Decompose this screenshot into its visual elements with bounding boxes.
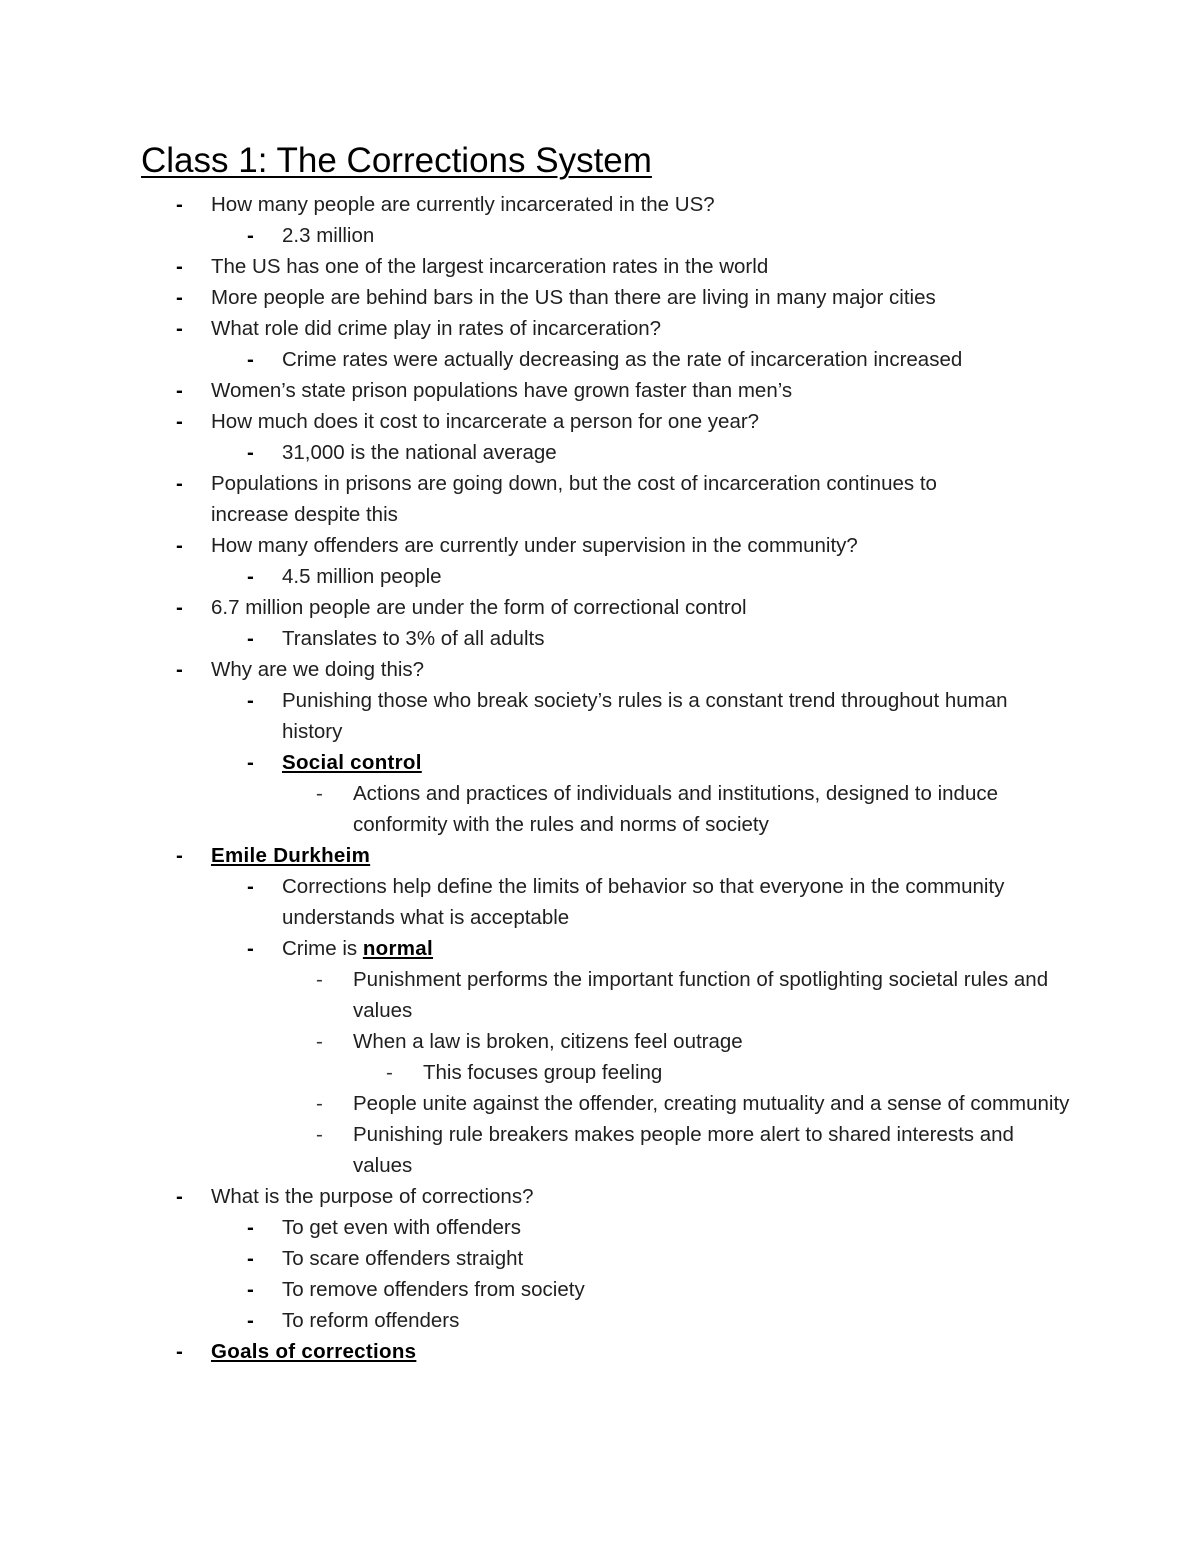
bullet: - bbox=[247, 1278, 254, 1301]
item-text: When a law is broken, citizens feel outrage bbox=[353, 1030, 743, 1053]
emphasized-term: Goals of corrections bbox=[211, 1340, 417, 1363]
bullet: - bbox=[316, 1030, 323, 1053]
list-item bbox=[0, 1212, 1062, 1243]
notes-outline bbox=[0, 189, 1200, 1367]
bullet: - bbox=[316, 782, 323, 805]
list-item bbox=[0, 1088, 1073, 1119]
item-text: To get even with offenders bbox=[282, 1216, 521, 1239]
list-item bbox=[0, 530, 991, 561]
list-item bbox=[0, 1057, 1073, 1088]
bullet: - bbox=[247, 1216, 254, 1239]
bullet: - bbox=[247, 1247, 254, 1270]
bullet: - bbox=[176, 1185, 183, 1208]
item-text: Translates to 3% of all adults bbox=[282, 627, 545, 650]
list-item bbox=[0, 189, 991, 220]
item-text: 31,000 is the national average bbox=[282, 441, 557, 464]
bullet: - bbox=[176, 844, 183, 867]
list-item bbox=[0, 313, 991, 344]
list-item bbox=[0, 468, 991, 530]
item-text: Corrections help define the limits of behavior so that everyone in the community understands what is acceptable bbox=[282, 875, 1005, 929]
item-text: How much does it cost to incarcerate a person for one year? bbox=[211, 410, 760, 433]
bullet: - bbox=[247, 565, 254, 588]
bullet: - bbox=[176, 379, 183, 402]
list-item bbox=[0, 964, 1073, 1026]
bullet: - bbox=[176, 317, 183, 340]
list-item bbox=[0, 1181, 991, 1212]
item-text: How many offenders are currently under supervision in the community? bbox=[211, 534, 858, 557]
bullet: - bbox=[247, 875, 254, 898]
item-text: The US has one of the largest incarceration rates in the world bbox=[211, 255, 769, 278]
bullet: - bbox=[316, 968, 323, 991]
list-item bbox=[0, 747, 1062, 778]
item-text: Crime is bbox=[282, 937, 363, 960]
bullet: - bbox=[247, 1309, 254, 1332]
list-item bbox=[0, 1336, 991, 1367]
list-item bbox=[0, 406, 991, 437]
bullet: - bbox=[176, 472, 183, 495]
list-item bbox=[0, 592, 991, 623]
bullet: - bbox=[316, 1123, 323, 1146]
item-text: Populations in prisons are going down, but the cost of incarceration continues to increase despite this bbox=[211, 472, 937, 526]
list-item bbox=[0, 1305, 1062, 1336]
bullet: - bbox=[176, 534, 183, 557]
item-text: 2.3 million bbox=[282, 224, 375, 247]
list-item bbox=[0, 251, 991, 282]
page-title: Class 1: The Corrections System bbox=[141, 141, 652, 180]
item-text: 4.5 million people bbox=[282, 565, 442, 588]
list-item bbox=[0, 623, 1062, 654]
item-text: Why are we doing this? bbox=[211, 658, 425, 681]
bullet: - bbox=[247, 751, 254, 774]
item-text: To reform offenders bbox=[282, 1309, 460, 1332]
item-text: To scare offenders straight bbox=[282, 1247, 524, 1270]
list-item bbox=[0, 871, 1062, 933]
item-text: This focuses group feeling bbox=[423, 1061, 663, 1084]
bullet: - bbox=[316, 1092, 323, 1115]
list-item bbox=[0, 375, 991, 406]
bullet: - bbox=[176, 193, 183, 216]
item-text: 6.7 million people are under the form of correctional control bbox=[211, 596, 747, 619]
bullet: - bbox=[247, 937, 254, 960]
list-item bbox=[0, 933, 1062, 964]
list-item bbox=[0, 1119, 1073, 1181]
item-text: To remove offenders from society bbox=[282, 1278, 585, 1301]
bullet: - bbox=[176, 658, 183, 681]
bullet: - bbox=[176, 410, 183, 433]
list-item bbox=[0, 685, 1062, 747]
bullet: - bbox=[176, 255, 183, 278]
list-item bbox=[0, 654, 991, 685]
list-item bbox=[0, 282, 991, 313]
list-item bbox=[0, 344, 1062, 375]
item-text: Punishing rule breakers makes people more alert to shared interests and values bbox=[353, 1123, 1014, 1177]
bullet: - bbox=[247, 689, 254, 712]
list-item bbox=[0, 561, 1062, 592]
item-text: What role did crime play in rates of incarceration? bbox=[211, 317, 662, 340]
bullet: - bbox=[247, 348, 254, 371]
list-item bbox=[0, 840, 991, 871]
list-item bbox=[0, 437, 1062, 468]
item-text: Women’s state prison populations have grown faster than men’s bbox=[211, 379, 793, 402]
item-text: Punishing those who break society’s rules is a constant trend throughout human history bbox=[282, 689, 1008, 743]
list-item bbox=[0, 1243, 1062, 1274]
item-text: Crime rates were actually decreasing as the rate of incarceration increased bbox=[282, 348, 963, 371]
item-text: How many people are currently incarcerated in the US? bbox=[211, 193, 715, 216]
emphasized-term: normal bbox=[362, 937, 434, 960]
item-text: Punishment performs the important function of spotlighting societal rules and values bbox=[353, 968, 1049, 1022]
bullet: - bbox=[176, 286, 183, 309]
bullet: - bbox=[247, 627, 254, 650]
list-item bbox=[0, 778, 1073, 840]
emphasized-term: Social control bbox=[282, 751, 422, 774]
emphasized-term: Emile Durkheim bbox=[211, 844, 371, 867]
list-item bbox=[0, 220, 1062, 251]
bullet: - bbox=[176, 596, 183, 619]
list-item bbox=[0, 1026, 1073, 1057]
list-item bbox=[0, 1274, 1062, 1305]
item-text: More people are behind bars in the US than there are living in many major cities bbox=[211, 286, 936, 309]
bullet: - bbox=[247, 441, 254, 464]
item-text: Actions and practices of individuals and institutions, designed to induce conformity with the rules and norms of society bbox=[353, 782, 999, 836]
bullet: - bbox=[176, 1340, 183, 1363]
item-text: What is the purpose of corrections? bbox=[211, 1185, 534, 1208]
bullet: - bbox=[247, 224, 254, 247]
item-text: People unite against the offender, creating mutuality and a sense of community bbox=[353, 1092, 1070, 1115]
bullet: - bbox=[386, 1061, 393, 1084]
